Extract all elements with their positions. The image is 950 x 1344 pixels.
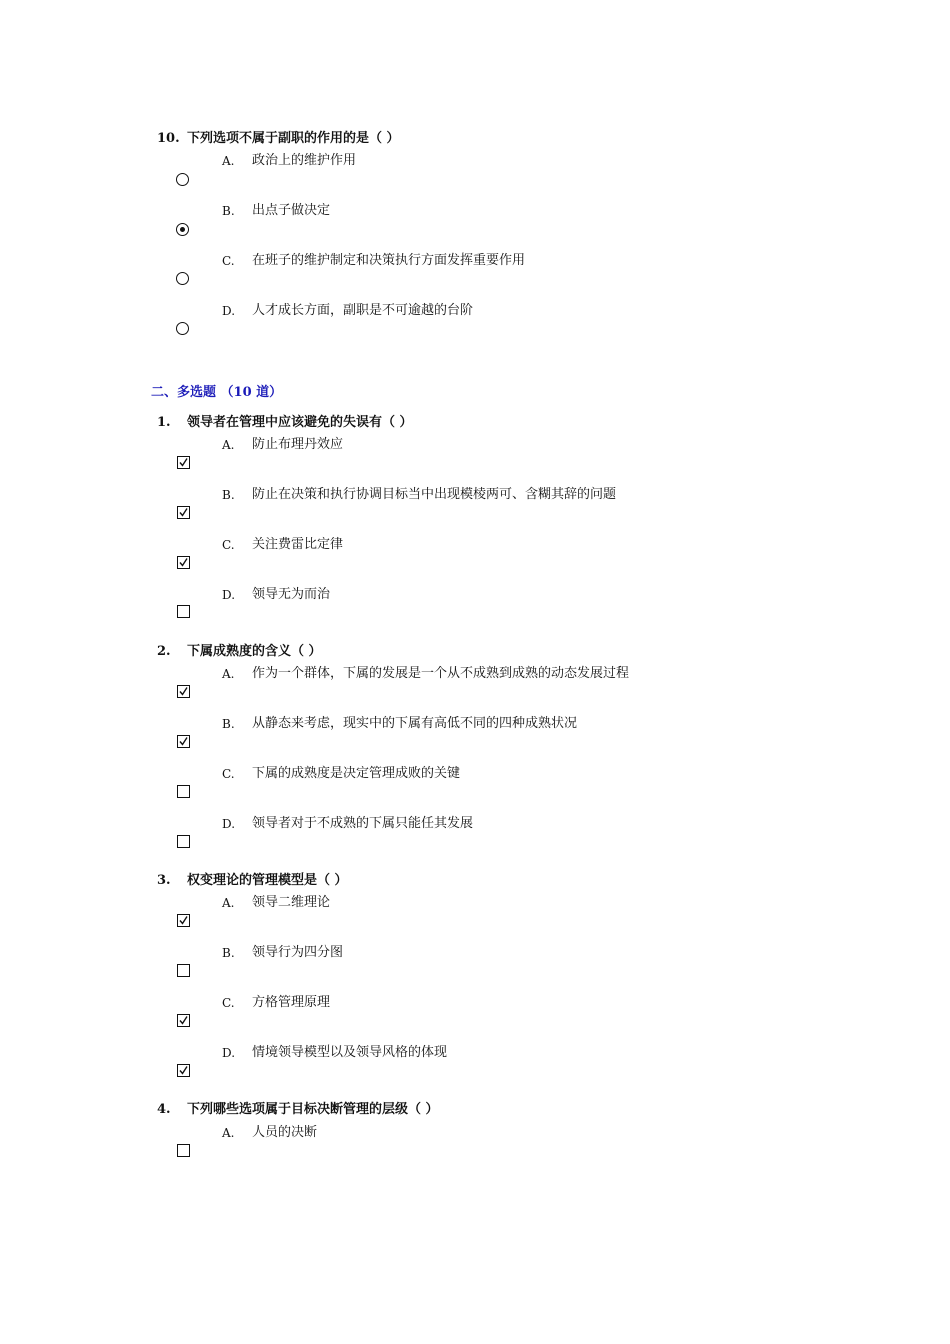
option-text: 防止在决策和执行协调目标当中出现模棱两可、含糊其辞的问题: [252, 487, 617, 502]
checkbox-mq2-a-checked[interactable]: [177, 685, 190, 698]
option-text: 领导行为四分图: [252, 945, 344, 960]
question-text: 领导者在管理中应该避免的失误有（ ）: [187, 415, 413, 430]
option-text: 方格管理原理: [252, 995, 331, 1010]
check-icon: [178, 686, 189, 697]
check-icon: [178, 457, 189, 468]
checkbox-mq1-a-checked[interactable]: [177, 456, 190, 469]
option-text: 情境领导模型以及领导风格的体现: [252, 1045, 448, 1060]
multi-question-2-title: [157, 644, 322, 660]
option-text: 领导二维理论: [252, 895, 331, 910]
check-icon: [178, 736, 189, 747]
check-icon: [178, 557, 189, 568]
checkbox-mq3-a-checked[interactable]: [177, 914, 190, 927]
question-text: 权变理论的管理模型是（ ）: [187, 873, 348, 888]
checkbox-mq2-b-checked[interactable]: [177, 735, 190, 748]
option-letter: B.: [222, 717, 235, 731]
question-text: 下列选项不属于副职的作用的是（ ）: [187, 131, 400, 146]
check-icon: [178, 915, 189, 926]
check-icon: [178, 1015, 189, 1026]
option-text: 作为一个群体，下属的发展是一个从不成熟到成熟的动态发展过程: [252, 666, 630, 681]
option-letter: D.: [222, 1046, 236, 1060]
radio-q10-c[interactable]: [176, 272, 189, 285]
option-letter: A.: [222, 896, 235, 910]
option-text: 在班子的维护制定和决策执行方面发挥重要作用: [252, 253, 526, 268]
option-text: 从静态来考虑，现实中的下属有高低不同的四种成熟状况: [252, 716, 578, 731]
option-text: 关注费雷比定律: [252, 537, 344, 552]
option-letter: D.: [222, 817, 236, 831]
checkbox-mq1-c-checked[interactable]: [177, 556, 190, 569]
option-text: 政治上的维护作用: [252, 153, 357, 168]
check-icon: [178, 507, 189, 518]
question-number: 4.: [157, 1102, 171, 1117]
option-letter: A.: [222, 1126, 235, 1140]
option-text: 人员的决断: [252, 1125, 318, 1140]
multi-question-4-title: [157, 1102, 439, 1118]
option-letter: D.: [222, 588, 236, 602]
option-text: 领导无为而治: [252, 587, 331, 602]
checkbox-mq2-c[interactable]: [177, 785, 190, 798]
radio-q10-d[interactable]: [176, 322, 189, 335]
multi-question-1-title: [157, 415, 413, 431]
option-letter: C.: [222, 996, 235, 1010]
option-letter: B.: [222, 488, 235, 502]
question-number: 10.: [157, 131, 180, 146]
checkbox-mq1-d[interactable]: [177, 605, 190, 618]
option-text: 出点子做决定: [252, 203, 331, 218]
option-letter: B.: [222, 946, 235, 960]
checkbox-mq1-b-checked[interactable]: [177, 506, 190, 519]
checkbox-mq3-c-checked[interactable]: [177, 1014, 190, 1027]
checkbox-mq2-d[interactable]: [177, 835, 190, 848]
checkbox-mq4-a[interactable]: [177, 1144, 190, 1157]
option-letter: D.: [222, 304, 236, 318]
option-letter: A.: [222, 154, 235, 168]
question-10-title: [157, 131, 400, 147]
option-text: 人才成长方面，副职是不可逾越的台阶: [252, 303, 474, 318]
option-letter: C.: [222, 767, 235, 781]
check-icon: [178, 1065, 189, 1076]
multi-question-3-title: [157, 873, 348, 889]
section-title-multiple-choice: 二、多选题 （10 道）: [151, 385, 283, 400]
checkbox-mq3-d-checked[interactable]: [177, 1064, 190, 1077]
option-letter: B.: [222, 204, 235, 218]
question-text: 下属成熟度的含义（ ）: [187, 644, 322, 659]
option-letter: A.: [222, 667, 235, 681]
option-text: 防止布理丹效应: [252, 437, 344, 452]
option-text: 领导者对于不成熟的下属只能任其发展: [252, 816, 474, 831]
option-text: 下属的成熟度是决定管理成败的关键: [252, 766, 461, 781]
checkbox-mq3-b[interactable]: [177, 964, 190, 977]
radio-q10-b-selected[interactable]: [176, 223, 189, 236]
radio-q10-a[interactable]: [176, 173, 189, 186]
option-letter: C.: [222, 538, 235, 552]
question-number: 2.: [157, 644, 171, 659]
question-number: 3.: [157, 873, 171, 888]
option-letter: C.: [222, 254, 235, 268]
option-letter: A.: [222, 438, 235, 452]
question-number: 1.: [157, 415, 171, 430]
question-text: 下列哪些选项属于目标决断管理的层级（ ）: [187, 1102, 439, 1117]
